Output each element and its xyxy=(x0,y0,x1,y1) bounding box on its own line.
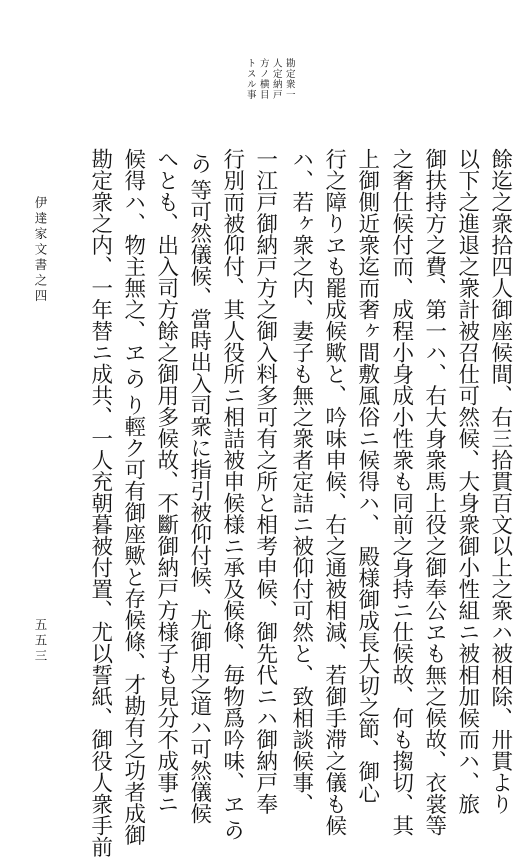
body-line: 之奢仕候付而、成程小身成小性衆も同前之身持ニ仕候故、何も搊切、其 xyxy=(388,148,414,836)
body-line: 𛀙等可然儀候、當時出入司衆に指引被仰付候、尤御用之道ハ可然儀候 xyxy=(186,148,212,824)
page-number: 五五三 xyxy=(33,618,48,665)
headnote-line: 勘定衆一 xyxy=(283,58,295,100)
body-line: へとも、出入司方餘之御用多候故、不斷御納戸方様子も見分不成事ニ xyxy=(153,148,179,815)
headnote-line: 人定納戸 xyxy=(270,58,282,100)
body-line: 行別而被仰付、其人役所ニ相詰被申候様ニ承及候條、毎物爲吟味、ヱ𛀙 xyxy=(219,148,245,846)
body-line: 一江戸御納戸方之御入料多可有之所と相考申候、御先代ニハ御納戸奉 xyxy=(252,148,278,815)
body-line: 候得ハ、物主無之、ヱ𛀙り輕ク可有御座歟と存候條、才勘有之功者成御 xyxy=(120,148,146,846)
body-line: 勘定衆之内、一年替ニ成共、一人充朝暮被付置、尤以誓紙、御役人衆手前 xyxy=(87,148,113,858)
headnote-line: 方ノ横目 xyxy=(257,58,269,100)
body-line: 御扶持方之費、第一ハ、右大身衆馬上役之御奉公ヱも無之候故、衣裳等 xyxy=(421,148,447,836)
headnote-line: トスル事 xyxy=(244,58,256,100)
body-line: 行之障りヱも罷成候歟と、吟味申候、右之通被相減、若御手滞之儀も候 xyxy=(321,148,347,836)
body-line: 上御側近衆迄而奢ヶ間敷風俗ニ候得ハ、 殿様御成長大切之節、御心 xyxy=(354,148,380,804)
body-line: 以下之進退之衆計被召仕可然候、大身衆御小性組ニ被相加候而ハ、旅 xyxy=(454,148,480,815)
body-line: ハ、若ヶ衆之内、妻子も無之衆者定詰ニ被仰付可然と、致相談候事、 xyxy=(288,148,314,815)
running-header-title: 伊達家文書之四 xyxy=(33,196,48,305)
body-line: 餘迄之衆拾四人御座候間、右三拾貫百文以上之衆ハ被相除、卅貫より xyxy=(487,148,513,815)
